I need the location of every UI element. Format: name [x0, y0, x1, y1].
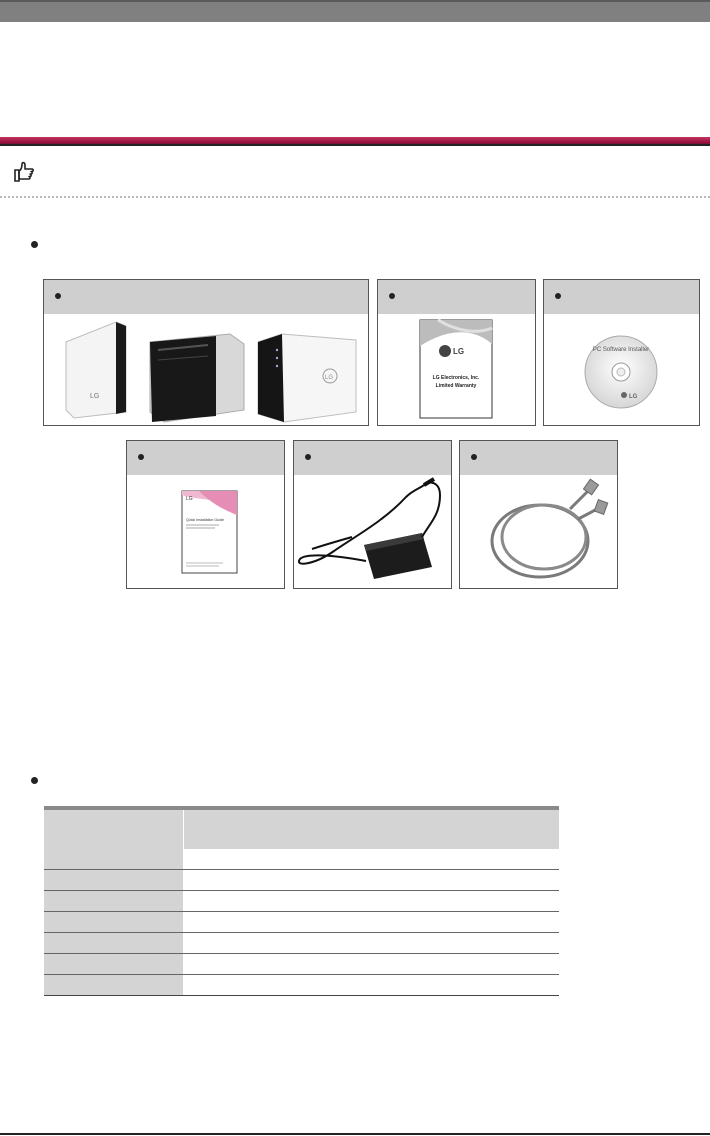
cd-logo-text: LG: [629, 394, 638, 400]
warranty-logo-text: LG: [453, 347, 465, 356]
card-header: [460, 441, 617, 475]
table-cell: [183, 891, 559, 912]
table-row: [44, 975, 559, 996]
spec-table-header: [44, 808, 559, 849]
card-header: [127, 441, 284, 475]
card-power-adapter: [293, 440, 452, 589]
software-cd-image: [544, 314, 699, 425]
top-header-bar: [0, 0, 710, 22]
power-adapter-image: [294, 475, 451, 588]
svg-text:LG: LG: [325, 375, 334, 381]
table-cell: [44, 870, 183, 891]
warranty-booklet-image: [378, 314, 535, 425]
bullet-dot-icon: [471, 454, 477, 460]
card-header: [294, 441, 451, 475]
warranty-line1: LG Electronics, Inc.: [432, 375, 480, 381]
card-software-cd: [543, 279, 700, 426]
warranty-line2: Limited Warranty: [435, 383, 477, 389]
bullet-dot-icon: [555, 293, 561, 299]
table-row: [44, 933, 559, 954]
dotted-separator: [0, 196, 710, 198]
cd-title-text: PC Software Installer: [592, 347, 650, 353]
table-cell: [44, 933, 183, 954]
table-cell: [183, 975, 559, 996]
section-bullet-specs: [31, 777, 38, 784]
guide-title-text: Quick Installation Guide: [186, 518, 224, 522]
install-guide-image: [127, 475, 284, 588]
section-bullet-components: [31, 241, 38, 248]
table-cell: [183, 912, 559, 933]
card-header: [44, 280, 368, 314]
page-bottom-rule: [0, 1133, 710, 1135]
table-row: [44, 891, 559, 912]
table-cell: [44, 975, 183, 996]
bullet-dot-icon: [55, 293, 61, 299]
table-cell: [44, 891, 183, 912]
bullet-dot-icon: [389, 293, 395, 299]
table-row: [44, 912, 559, 933]
table-cell: [44, 912, 183, 933]
nas-drives-image: [44, 314, 368, 425]
table-cell: [44, 954, 183, 975]
card-lan-cable: [459, 440, 618, 589]
spec-header-cell: [183, 808, 559, 849]
card-warranty: [377, 279, 536, 426]
spec-table: [44, 806, 559, 996]
table-row: [44, 954, 559, 975]
table-row: [44, 870, 559, 891]
table-cell: [183, 933, 559, 954]
bullet-dot-icon: [138, 454, 144, 460]
table-cell: [183, 849, 559, 870]
nas-logo-text: LG: [90, 393, 100, 400]
card-install-guide: [126, 440, 285, 589]
card-nas-units: [43, 279, 369, 426]
section-accent-rule: [0, 137, 710, 144]
spec-header-cell: [44, 808, 183, 849]
table-cell: [44, 849, 183, 870]
bullet-dot-icon: [305, 454, 311, 460]
table-row: [44, 849, 559, 870]
table-cell: [183, 870, 559, 891]
table-cell: [183, 954, 559, 975]
card-header: [378, 280, 535, 314]
guide-logo-text: LG: [186, 496, 193, 502]
lan-cable-image: [460, 475, 617, 588]
card-header: [544, 280, 699, 314]
pointing-hand-icon: [12, 160, 36, 184]
